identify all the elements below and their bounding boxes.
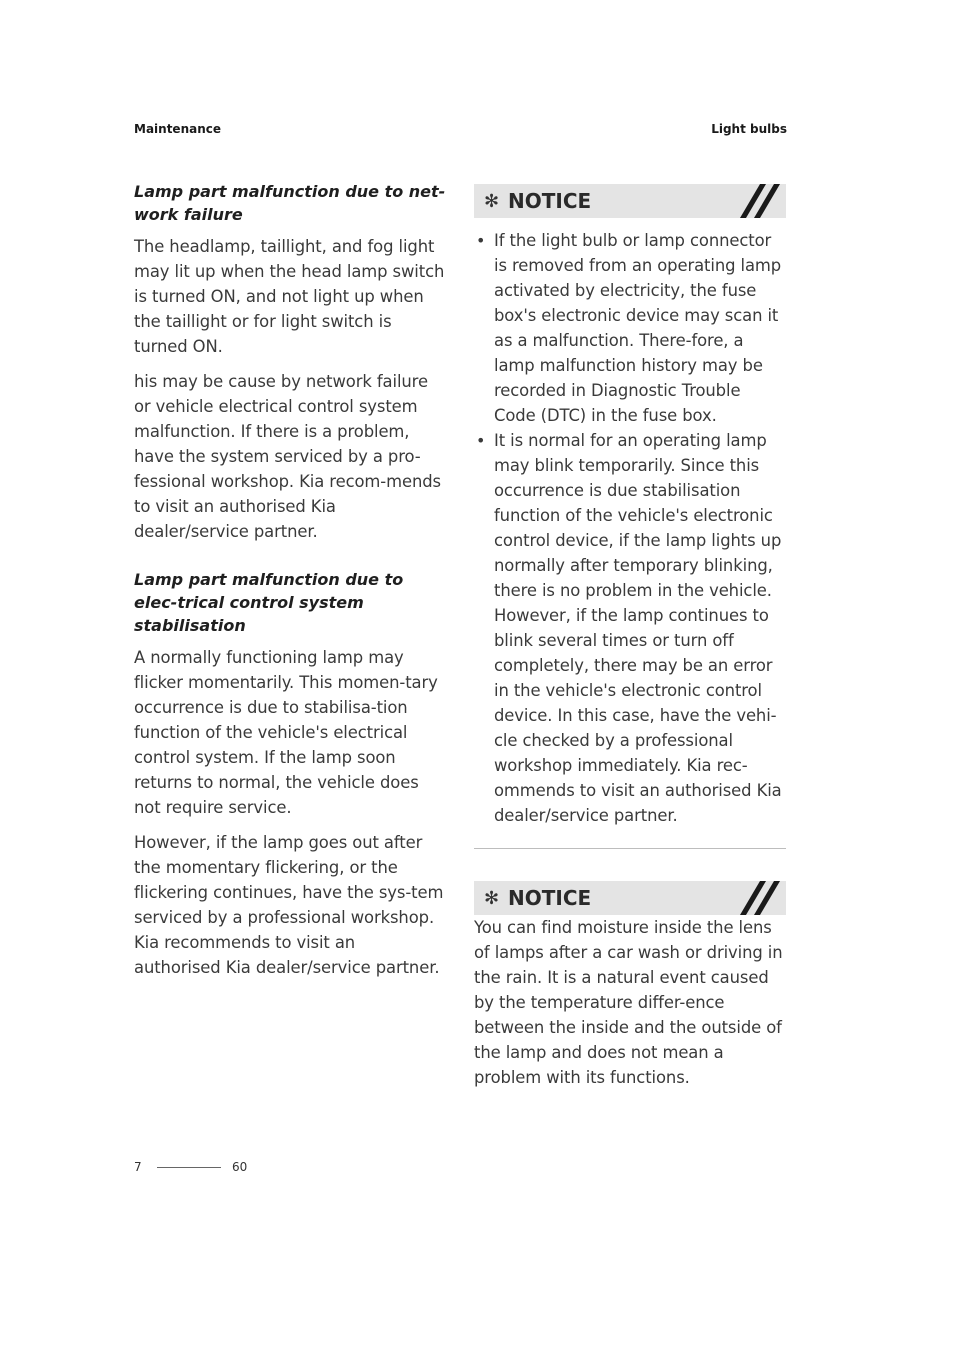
- paragraph: A normally functioning lamp may flicker momentarily. This momen-tary occurrence is due to stabilisa-tion function of the vehicle's electrical control system. If the lamp soon returns to normal, the vehicle does not require service.: [134, 648, 438, 817]
- subsection-title-network-failure: Lamp part malfunction due to net-work failure: [134, 182, 446, 224]
- topic-header: Light bulbs: [711, 122, 787, 136]
- divider: [474, 848, 786, 849]
- notice-banner: [474, 184, 786, 218]
- paragraph: The headlamp, taillight, and fog light may lit up when the head lamp switch is turned ON, and not light up when the taillight or for light switch is turned ON.: [134, 237, 445, 356]
- bullet-text-continued: However, if the lamp continues to blink several times or turn off completely, there may be an error in the vehicle's electronic control device. In this case, have the vehi-cle checked by a professional workshop immediately. Kia rec-ommends to visit an authorised Kia dealer/service partner.: [494, 606, 782, 825]
- asterisk-icon: ✻: [484, 190, 500, 212]
- asterisk-icon: ✻: [484, 887, 500, 909]
- notice-label: NOTICE: [508, 886, 592, 910]
- notice-label: NOTICE: [508, 189, 592, 213]
- paragraph: However, if the lamp goes out after the momentary flickering, or the flickering continues, have the sys-tem serviced by a professional workshop. Kia recommends to visit an authorised Kia dealer/service partner.: [134, 833, 444, 977]
- notice-banner: [474, 881, 786, 915]
- paragraph: his may be cause by network failure or vehicle electrical control system malfunction. If there is a problem, have the system serviced by a pro-fessional workshop. Kia recom-mends to visit an authorised Kia dealer/service partner.: [134, 372, 441, 541]
- bullet-text: If the light bulb or lamp connector is removed from an operating lamp activated by electricity, the fuse box's electronic device may scan it as a malfunction. There-fore, a lamp malfunction history may be recorded in Diagnostic Trouble Code (DTC) in the fuse box.: [494, 231, 782, 425]
- notice-bullet-list: [474, 228, 786, 828]
- bullet-icon: •: [476, 431, 486, 450]
- bullet-text: It is normal for an operating lamp may blink temporarily. Since this occurrence is due stabilisation function of the vehicle's electronic control device, if the lamp lights up normally after temporary blinking, there is no problem in the vehicle.: [494, 431, 782, 600]
- subsection-title-stabilisation: Lamp part malfunction due to elec-trical control system stabilisation: [134, 570, 404, 635]
- right-column: [474, 184, 786, 1100]
- diagonal-stripes-icon: [736, 881, 786, 915]
- page-number: 60: [232, 1160, 248, 1174]
- section-header: Maintenance: [134, 122, 222, 136]
- left-column: [134, 180, 446, 990]
- bullet-icon: •: [476, 231, 486, 250]
- diagonal-stripes-icon: [736, 184, 786, 218]
- list-item: [474, 228, 786, 428]
- footer-rule: [157, 1167, 221, 1168]
- list-item: [474, 428, 786, 828]
- chapter-number: 7: [134, 1160, 142, 1174]
- notice-text: You can find moisture inside the lens of lamps after a car wash or driving in the rain. It is a natural event caused by the temperature differ-ence between the inside and the outside of the lamp and does not mean a problem with its functions.: [474, 918, 783, 1087]
